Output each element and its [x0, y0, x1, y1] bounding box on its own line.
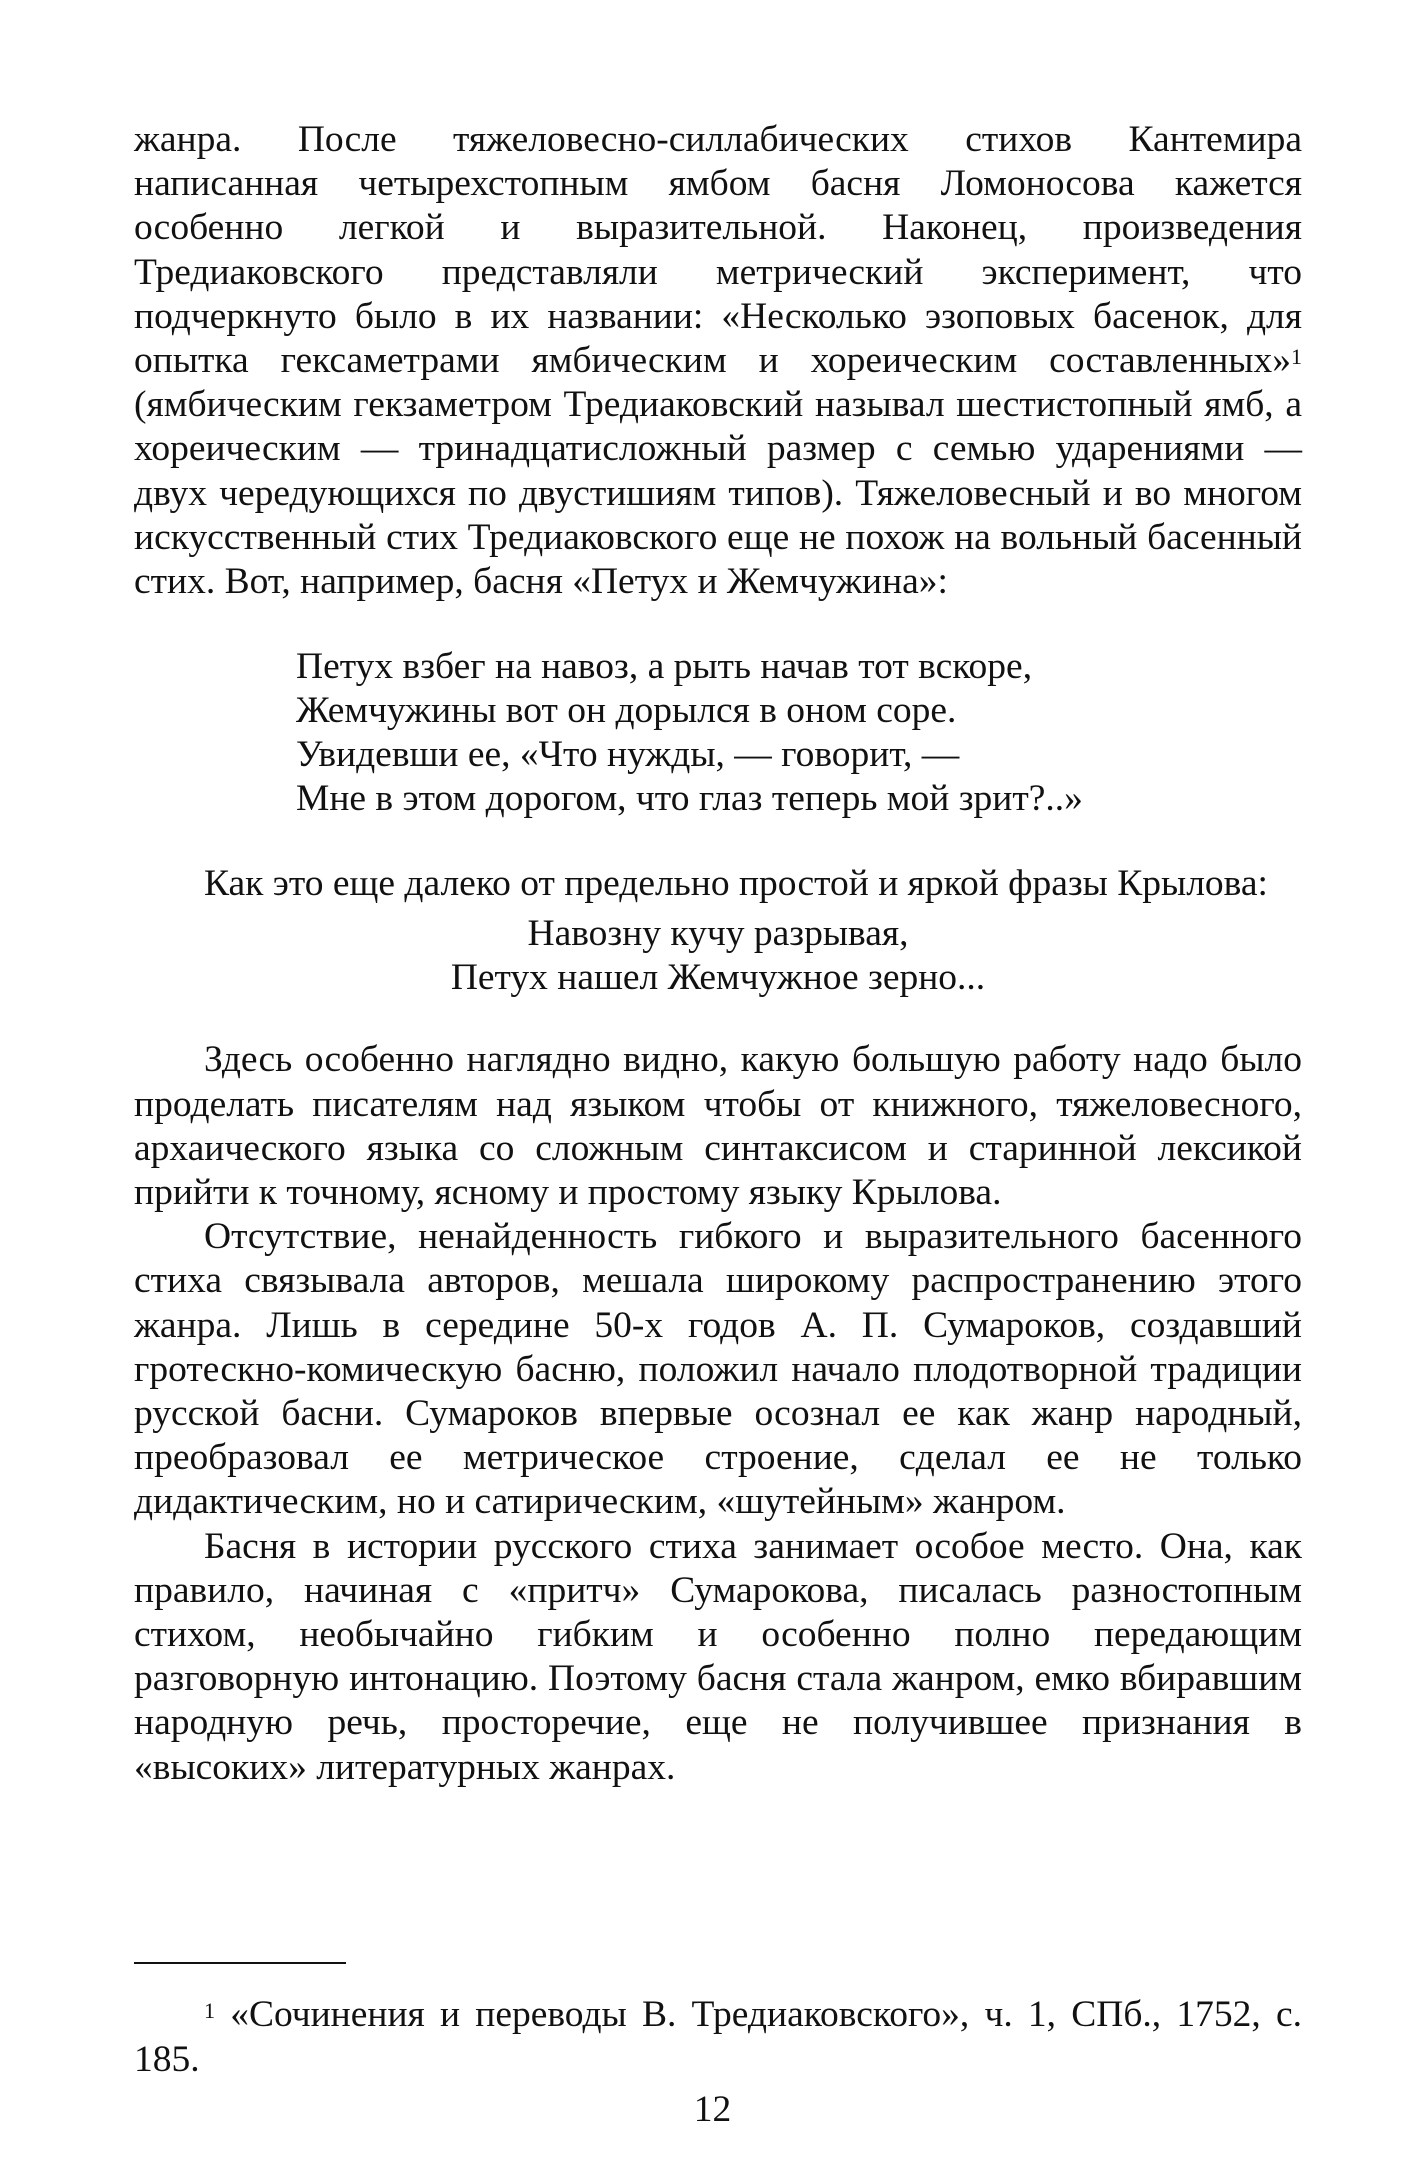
- paragraph-5: Басня в истории русского стиха занимает особое место. Она, как правило, начиная с «притч» Сумарокова, писалась разностопным стихом, необычайно гибким и особенно полно передающим разговорную интонацию. Поэтому басня стала жанром, емко вбиравшим народную речь, просторечие, еще не получившее признания в «высоких» литературных жанрах.: [134, 1525, 1302, 1788]
- verse-krylov: [134, 912, 1302, 1000]
- paragraph-1: [134, 118, 1302, 604]
- page-body: [134, 118, 1302, 1790]
- verse-tredyakovsky: [296, 645, 1302, 821]
- paragraph-2: Как это еще далеко от предельно простой и яркой фразы Крылова:: [204, 863, 1268, 905]
- footnote-text: «Сочинения и переводы В. Тредиаковского», ч. 1, СПб., 1752, с. 185.: [134, 1994, 1302, 2080]
- footnote-marker[interactable]: 1: [1291, 344, 1302, 370]
- verse-line: Увидевши ее, «Что нужды, — говорит, —: [296, 734, 960, 776]
- paragraph-1-continuation: (ямбическим гекзаметром Тредиаковский называл шестистопный ямб, а хореическим — тринадцатисложный размер с семью ударениями — двух чередующихся по двустишиям типов). Тяжеловесный и во многом искусственный стих Тредиаковского еще не похож на вольный басенный стих. Вот, например, басня «Петух и Жемчужина»:: [134, 384, 1302, 603]
- verse-line: Петух нашел Жемчужное зерно...: [450, 957, 986, 999]
- page-number: 12: [693, 2089, 732, 2130]
- footnote-divider: [134, 1962, 346, 1964]
- verse-line: Жемчужины вот он дорылся в оном соре.: [296, 690, 957, 732]
- paragraph-4: Отсутствие, ненайденность гибкого и выразительного басенного стиха связывала авторов, мешала широкому распространению этого жанра. Лишь в середине 50-х годов А. П. Сумароков, создавший гротескно-комическую басню, положил начало плодотворной традиции русской басни. Сумароков впервые осознал ее как жанр народный, преобразовал ее метрическое строение, сделал ее не только дидактическим, но и сатирическим, «шутейным» жанром.: [134, 1216, 1302, 1523]
- verse-line: Петух взбег на навоз, а рыть начав тот вскоре,: [296, 646, 1033, 688]
- paragraph-1-text: жанра. После тяжеловесно-силлабических стихов Кантемира написанная четырехстопным ямбом басня Ломоносова кажется особенно легкой и выразительной. Наконец, произведения Тредиаковского представляли метрический эксперимент, что подчеркнуто было в их названии: «Несколько эзоповых басенок, для опытка гексаметрами ямбическим и хореическим составленных»: [134, 119, 1302, 382]
- footnote-number: 1: [204, 1998, 215, 2023]
- paragraph-3: Здесь особенно наглядно видно, какую большую работу надо было проделать писателям над языком чтобы от книжного, тяжеловесного, архаического языка со сложным синтаксисом и старинной лексикой прийти к точному, ясному и простому языку Крылова.: [134, 1039, 1302, 1214]
- verse-line: Мне в этом дорогом, что глаз теперь мой зрит?..»: [296, 778, 1083, 820]
- verse-line: Навозну кучу разрывая,: [527, 913, 909, 955]
- footnote: [134, 1992, 1302, 2082]
